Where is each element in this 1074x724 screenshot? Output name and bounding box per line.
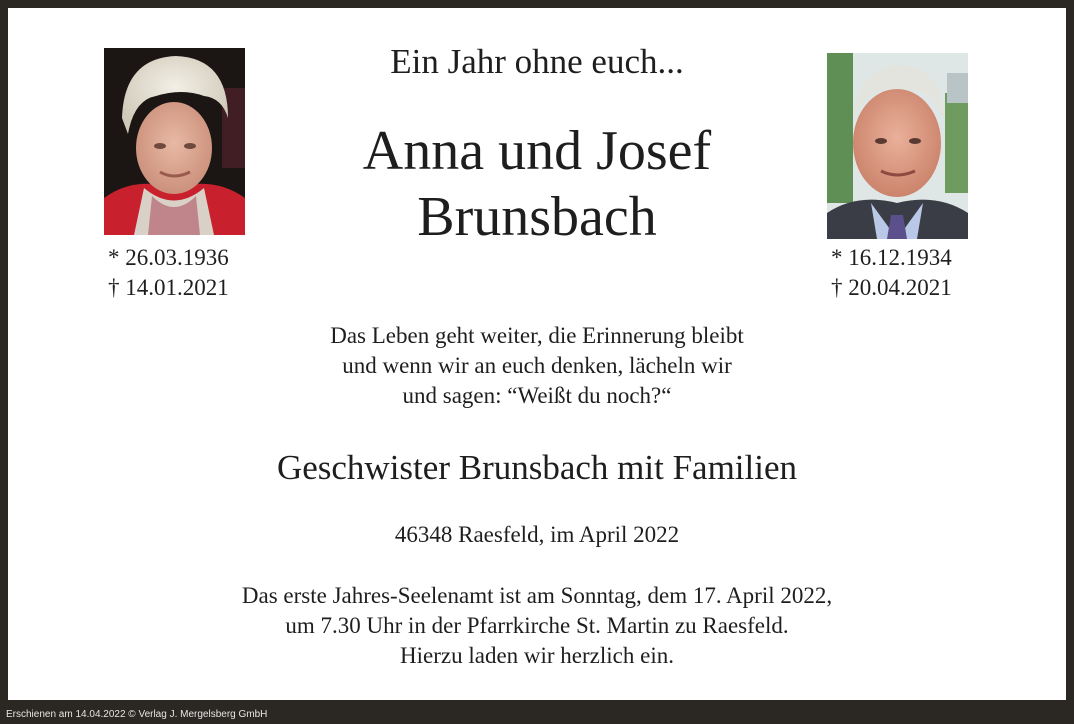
service-line: Hierzu laden wir herzlich ein. [400, 643, 674, 668]
names-line-1: Anna und Josef [362, 120, 712, 182]
dates-anna [108, 243, 229, 303]
birth-date-josef: * 16.12.1934 [831, 245, 952, 270]
intro-heading: Ein Jahr ohne euch... [390, 42, 684, 81]
poem-line: Das Leben geht weiter, die Erinnerung bleibt [330, 323, 744, 348]
names-line-2: Brunsbach [417, 186, 657, 248]
photo-josef [827, 53, 968, 239]
poem-line: und wenn wir an euch denken, lächeln wir [342, 353, 732, 378]
memorial-poem [0, 321, 1074, 411]
service-line: um 7.30 Uhr in der Pfarrkirche St. Martin zu Raesfeld. [285, 613, 789, 638]
service-announcement [0, 581, 1074, 671]
death-date-josef: † 20.04.2021 [831, 275, 952, 300]
service-line: Das erste Jahres-Seelenamt ist am Sonntag, dem 17. April 2022, [241, 583, 833, 608]
dates-josef [831, 243, 952, 303]
death-date-anna: † 14.01.2021 [108, 275, 229, 300]
family-signature: Geschwister Brunsbach mit Familien [276, 448, 798, 487]
birth-date-anna: * 26.03.1936 [108, 245, 229, 270]
place-and-date: 46348 Raesfeld, im April 2022 [394, 522, 680, 547]
poem-line: und sagen: “Weißt du noch?“ [402, 383, 672, 408]
photo-anna [104, 48, 245, 235]
publication-footer: Erschienen am 14.04.2022 © Verlag J. Mergelsberg GmbH [6, 709, 268, 720]
